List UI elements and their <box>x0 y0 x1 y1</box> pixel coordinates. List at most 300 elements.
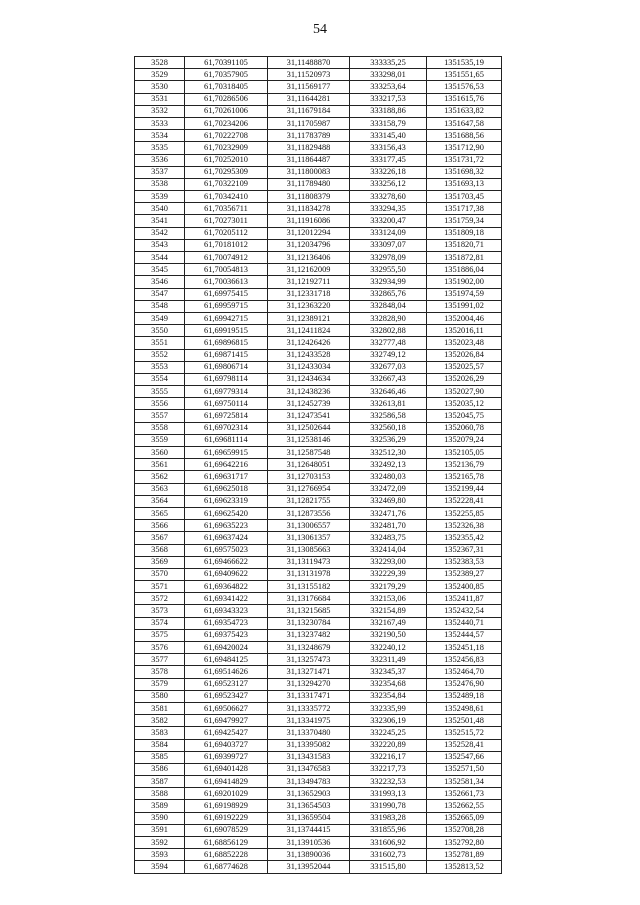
latitude-cell: 61,69364822 <box>185 581 268 593</box>
latitude-cell: 61,69625018 <box>185 483 268 495</box>
x-coordinate-cell: 332481,70 <box>350 520 427 532</box>
longitude-cell: 31,12433034 <box>268 361 350 373</box>
longitude-cell: 31,11569177 <box>268 81 350 93</box>
y-coordinate-cell: 1352528,41 <box>427 739 502 751</box>
y-coordinate-cell: 1352662,55 <box>427 800 502 812</box>
longitude-cell: 31,13131978 <box>268 568 350 580</box>
x-coordinate-cell: 331606,92 <box>350 837 427 849</box>
longitude-cell: 31,13248679 <box>268 642 350 654</box>
x-coordinate-cell: 332777,48 <box>350 337 427 349</box>
point-number-cell: 3575 <box>135 629 185 641</box>
table-row <box>135 239 502 251</box>
table-row <box>135 203 502 215</box>
table-row <box>135 57 502 69</box>
y-coordinate-cell: 1352498,61 <box>427 702 502 714</box>
latitude-cell: 61,69420024 <box>185 642 268 654</box>
longitude-cell: 31,13952044 <box>268 861 350 873</box>
table-row <box>135 105 502 117</box>
point-number-cell: 3567 <box>135 532 185 544</box>
y-coordinate-cell: 1351551,65 <box>427 69 502 81</box>
latitude-cell: 61,69354723 <box>185 617 268 629</box>
x-coordinate-cell: 332536,29 <box>350 434 427 446</box>
latitude-cell: 61,70205112 <box>185 227 268 239</box>
x-coordinate-cell: 332245,25 <box>350 727 427 739</box>
point-number-cell: 3582 <box>135 715 185 727</box>
longitude-cell: 31,11800083 <box>268 166 350 178</box>
point-number-cell: 3588 <box>135 788 185 800</box>
y-coordinate-cell: 1352489,18 <box>427 690 502 702</box>
latitude-cell: 61,69681114 <box>185 434 268 446</box>
latitude-cell: 61,69871415 <box>185 349 268 361</box>
x-coordinate-cell: 332217,73 <box>350 763 427 775</box>
y-coordinate-cell: 1352389,27 <box>427 568 502 580</box>
latitude-cell: 61,70391105 <box>185 57 268 69</box>
longitude-cell: 31,13155182 <box>268 581 350 593</box>
table-row <box>135 629 502 641</box>
y-coordinate-cell: 1351886,04 <box>427 264 502 276</box>
y-coordinate-cell: 1352045,75 <box>427 410 502 422</box>
latitude-cell: 61,70295309 <box>185 166 268 178</box>
x-coordinate-cell: 333253,64 <box>350 81 427 93</box>
longitude-cell: 31,13317471 <box>268 690 350 702</box>
latitude-cell: 61,70286506 <box>185 93 268 105</box>
point-number-cell: 3587 <box>135 776 185 788</box>
point-number-cell: 3538 <box>135 178 185 190</box>
x-coordinate-cell: 332190,50 <box>350 629 427 641</box>
latitude-cell: 61,68856129 <box>185 837 268 849</box>
latitude-cell: 61,69631717 <box>185 471 268 483</box>
latitude-cell: 61,69750114 <box>185 398 268 410</box>
x-coordinate-cell: 331855,96 <box>350 824 427 836</box>
latitude-cell: 61,69343323 <box>185 605 268 617</box>
y-coordinate-cell: 1352004,46 <box>427 312 502 324</box>
latitude-cell: 61,69702314 <box>185 422 268 434</box>
longitude-cell: 31,13654503 <box>268 800 350 812</box>
x-coordinate-cell: 331602,73 <box>350 849 427 861</box>
latitude-cell: 61,69623319 <box>185 495 268 507</box>
x-coordinate-cell: 332311,49 <box>350 654 427 666</box>
y-coordinate-cell: 1352165,78 <box>427 471 502 483</box>
latitude-cell: 61,69192229 <box>185 812 268 824</box>
y-coordinate-cell: 1351712,90 <box>427 142 502 154</box>
longitude-cell: 31,11644281 <box>268 93 350 105</box>
x-coordinate-cell: 333278,60 <box>350 191 427 203</box>
x-coordinate-cell: 332955,50 <box>350 264 427 276</box>
longitude-cell: 31,12012294 <box>268 227 350 239</box>
longitude-cell: 31,11783789 <box>268 130 350 142</box>
point-number-cell: 3559 <box>135 434 185 446</box>
table-row <box>135 678 502 690</box>
table-row <box>135 142 502 154</box>
table-row <box>135 130 502 142</box>
latitude-cell: 61,70342410 <box>185 191 268 203</box>
longitude-cell: 31,11789480 <box>268 178 350 190</box>
table-row <box>135 568 502 580</box>
longitude-cell: 31,13335772 <box>268 702 350 714</box>
table-row <box>135 434 502 446</box>
point-number-cell: 3531 <box>135 93 185 105</box>
point-number-cell: 3577 <box>135 654 185 666</box>
table-row <box>135 581 502 593</box>
x-coordinate-cell: 332802,88 <box>350 325 427 337</box>
latitude-cell: 61,69919515 <box>185 325 268 337</box>
x-coordinate-cell: 332848,04 <box>350 300 427 312</box>
point-number-cell: 3532 <box>135 105 185 117</box>
y-coordinate-cell: 1352547,66 <box>427 751 502 763</box>
table-row <box>135 763 502 775</box>
longitude-cell: 31,11808379 <box>268 191 350 203</box>
point-number-cell: 3551 <box>135 337 185 349</box>
x-coordinate-cell: 332667,43 <box>350 373 427 385</box>
y-coordinate-cell: 1352255,85 <box>427 507 502 519</box>
point-number-cell: 3540 <box>135 203 185 215</box>
latitude-cell: 61,70318405 <box>185 81 268 93</box>
y-coordinate-cell: 1352199,44 <box>427 483 502 495</box>
latitude-cell: 61,70261006 <box>185 105 268 117</box>
x-coordinate-cell: 332828,90 <box>350 312 427 324</box>
point-number-cell: 3592 <box>135 837 185 849</box>
longitude-cell: 31,13659504 <box>268 812 350 824</box>
x-coordinate-cell: 332293,00 <box>350 556 427 568</box>
y-coordinate-cell: 1352456,83 <box>427 654 502 666</box>
table-row <box>135 520 502 532</box>
x-coordinate-cell: 332153,06 <box>350 593 427 605</box>
point-number-cell: 3581 <box>135 702 185 714</box>
y-coordinate-cell: 1352326,38 <box>427 520 502 532</box>
latitude-cell: 61,70234206 <box>185 117 268 129</box>
y-coordinate-cell: 1351647,58 <box>427 117 502 129</box>
y-coordinate-cell: 1351974,59 <box>427 288 502 300</box>
latitude-cell: 61,69975415 <box>185 288 268 300</box>
point-number-cell: 3583 <box>135 727 185 739</box>
point-number-cell: 3529 <box>135 69 185 81</box>
table-row <box>135 727 502 739</box>
point-number-cell: 3558 <box>135 422 185 434</box>
point-number-cell: 3585 <box>135 751 185 763</box>
y-coordinate-cell: 1352355,42 <box>427 532 502 544</box>
longitude-cell: 31,13395082 <box>268 739 350 751</box>
longitude-cell: 31,11488870 <box>268 57 350 69</box>
y-coordinate-cell: 1352571,50 <box>427 763 502 775</box>
table-row <box>135 276 502 288</box>
x-coordinate-cell: 333177,45 <box>350 154 427 166</box>
latitude-cell: 61,70222708 <box>185 130 268 142</box>
y-coordinate-cell: 1351535,19 <box>427 57 502 69</box>
latitude-cell: 61,69725814 <box>185 410 268 422</box>
y-coordinate-cell: 1351693,13 <box>427 178 502 190</box>
y-coordinate-cell: 1352708,28 <box>427 824 502 836</box>
y-coordinate-cell: 1352105,05 <box>427 447 502 459</box>
y-coordinate-cell: 1352792,80 <box>427 837 502 849</box>
point-number-cell: 3591 <box>135 824 185 836</box>
y-coordinate-cell: 1352581,34 <box>427 776 502 788</box>
longitude-cell: 31,12438236 <box>268 386 350 398</box>
x-coordinate-cell: 333294,35 <box>350 203 427 215</box>
x-coordinate-cell: 332472,09 <box>350 483 427 495</box>
table-row <box>135 605 502 617</box>
point-number-cell: 3544 <box>135 252 185 264</box>
table-row <box>135 617 502 629</box>
x-coordinate-cell: 332934,99 <box>350 276 427 288</box>
latitude-cell: 61,70322109 <box>185 178 268 190</box>
latitude-cell: 61,69401428 <box>185 763 268 775</box>
latitude-cell: 61,69198929 <box>185 800 268 812</box>
x-coordinate-cell: 331990,78 <box>350 800 427 812</box>
y-coordinate-cell: 1352023,48 <box>427 337 502 349</box>
point-number-cell: 3539 <box>135 191 185 203</box>
latitude-cell: 61,69642216 <box>185 459 268 471</box>
point-number-cell: 3561 <box>135 459 185 471</box>
longitude-cell: 31,11705987 <box>268 117 350 129</box>
point-number-cell: 3557 <box>135 410 185 422</box>
point-number-cell: 3590 <box>135 812 185 824</box>
point-number-cell: 3580 <box>135 690 185 702</box>
table-row <box>135 788 502 800</box>
x-coordinate-cell: 333156,43 <box>350 142 427 154</box>
x-coordinate-cell: 332154,89 <box>350 605 427 617</box>
longitude-cell: 31,13890036 <box>268 849 350 861</box>
latitude-cell: 61,69375423 <box>185 629 268 641</box>
y-coordinate-cell: 1352661,73 <box>427 788 502 800</box>
longitude-cell: 31,11864487 <box>268 154 350 166</box>
x-coordinate-cell: 333335,25 <box>350 57 427 69</box>
latitude-cell: 61,69409622 <box>185 568 268 580</box>
longitude-cell: 31,12538146 <box>268 434 350 446</box>
latitude-cell: 61,69466622 <box>185 556 268 568</box>
latitude-cell: 61,70181012 <box>185 239 268 251</box>
latitude-cell: 61,69403727 <box>185 739 268 751</box>
table-row <box>135 776 502 788</box>
table-row <box>135 800 502 812</box>
y-coordinate-cell: 1351576,53 <box>427 81 502 93</box>
longitude-cell: 31,12192711 <box>268 276 350 288</box>
latitude-cell: 61,69779314 <box>185 386 268 398</box>
point-number-cell: 3586 <box>135 763 185 775</box>
table-row <box>135 532 502 544</box>
longitude-cell: 31,12473541 <box>268 410 350 422</box>
longitude-cell: 31,11520973 <box>268 69 350 81</box>
x-coordinate-cell: 332480,03 <box>350 471 427 483</box>
longitude-cell: 31,13230784 <box>268 617 350 629</box>
longitude-cell: 31,12766954 <box>268 483 350 495</box>
table-row <box>135 93 502 105</box>
longitude-cell: 31,12648051 <box>268 459 350 471</box>
y-coordinate-cell: 1352035,12 <box>427 398 502 410</box>
y-coordinate-cell: 1352079,24 <box>427 434 502 446</box>
longitude-cell: 31,12331718 <box>268 288 350 300</box>
longitude-cell: 31,13176684 <box>268 593 350 605</box>
table-row <box>135 593 502 605</box>
x-coordinate-cell: 332749,12 <box>350 349 427 361</box>
latitude-cell: 61,69798114 <box>185 373 268 385</box>
y-coordinate-cell: 1351698,32 <box>427 166 502 178</box>
longitude-cell: 31,13341975 <box>268 715 350 727</box>
latitude-cell: 61,68774628 <box>185 861 268 873</box>
y-coordinate-cell: 1352515,72 <box>427 727 502 739</box>
x-coordinate-cell: 331993,13 <box>350 788 427 800</box>
x-coordinate-cell: 332240,12 <box>350 642 427 654</box>
x-coordinate-cell: 333097,07 <box>350 239 427 251</box>
x-coordinate-cell: 332414,04 <box>350 544 427 556</box>
table-row <box>135 264 502 276</box>
point-number-cell: 3562 <box>135 471 185 483</box>
table-row <box>135 166 502 178</box>
x-coordinate-cell: 332560,18 <box>350 422 427 434</box>
x-coordinate-cell: 333145,40 <box>350 130 427 142</box>
x-coordinate-cell: 332167,49 <box>350 617 427 629</box>
x-coordinate-cell: 332469,80 <box>350 495 427 507</box>
latitude-cell: 61,69506627 <box>185 702 268 714</box>
y-coordinate-cell: 1351633,82 <box>427 105 502 117</box>
longitude-cell: 31,13294270 <box>268 678 350 690</box>
y-coordinate-cell: 1351809,18 <box>427 227 502 239</box>
point-number-cell: 3560 <box>135 447 185 459</box>
latitude-cell: 61,69523427 <box>185 690 268 702</box>
table-row <box>135 373 502 385</box>
table-row <box>135 666 502 678</box>
table-row <box>135 837 502 849</box>
table-row <box>135 191 502 203</box>
longitude-cell: 31,12587548 <box>268 447 350 459</box>
y-coordinate-cell: 1352451,18 <box>427 642 502 654</box>
table-row <box>135 300 502 312</box>
latitude-cell: 61,69484125 <box>185 654 268 666</box>
table-row <box>135 702 502 714</box>
y-coordinate-cell: 1352440,71 <box>427 617 502 629</box>
longitude-cell: 31,12434634 <box>268 373 350 385</box>
longitude-cell: 31,13652903 <box>268 788 350 800</box>
latitude-cell: 61,70357905 <box>185 69 268 81</box>
point-number-cell: 3543 <box>135 239 185 251</box>
table-row <box>135 386 502 398</box>
table-row <box>135 410 502 422</box>
point-number-cell: 3535 <box>135 142 185 154</box>
point-number-cell: 3573 <box>135 605 185 617</box>
y-coordinate-cell: 1351615,76 <box>427 93 502 105</box>
latitude-cell: 61,69078529 <box>185 824 268 836</box>
table-row <box>135 337 502 349</box>
latitude-cell: 61,69959715 <box>185 300 268 312</box>
x-coordinate-cell: 332483,75 <box>350 532 427 544</box>
x-coordinate-cell: 332220,89 <box>350 739 427 751</box>
latitude-cell: 61,69806714 <box>185 361 268 373</box>
point-number-cell: 3553 <box>135 361 185 373</box>
longitude-cell: 31,13006557 <box>268 520 350 532</box>
x-coordinate-cell: 332586,58 <box>350 410 427 422</box>
y-coordinate-cell: 1352400,85 <box>427 581 502 593</box>
point-number-cell: 3555 <box>135 386 185 398</box>
y-coordinate-cell: 1351872,81 <box>427 252 502 264</box>
latitude-cell: 61,69896815 <box>185 337 268 349</box>
x-coordinate-cell: 333298,01 <box>350 69 427 81</box>
table-row <box>135 361 502 373</box>
latitude-cell: 61,69399727 <box>185 751 268 763</box>
table-row <box>135 459 502 471</box>
x-coordinate-cell: 332865,76 <box>350 288 427 300</box>
x-coordinate-cell: 332978,09 <box>350 252 427 264</box>
point-number-cell: 3565 <box>135 507 185 519</box>
x-coordinate-cell: 332492,13 <box>350 459 427 471</box>
latitude-cell: 61,69523127 <box>185 678 268 690</box>
table-row <box>135 654 502 666</box>
longitude-cell: 31,12363220 <box>268 300 350 312</box>
point-number-cell: 3554 <box>135 373 185 385</box>
x-coordinate-cell: 332306,19 <box>350 715 427 727</box>
table-row <box>135 642 502 654</box>
longitude-cell: 31,13237482 <box>268 629 350 641</box>
y-coordinate-cell: 1352476,90 <box>427 678 502 690</box>
y-coordinate-cell: 1352027,90 <box>427 386 502 398</box>
longitude-cell: 31,13061357 <box>268 532 350 544</box>
point-number-cell: 3563 <box>135 483 185 495</box>
table-row <box>135 81 502 93</box>
y-coordinate-cell: 1352228,41 <box>427 495 502 507</box>
latitude-cell: 61,70074912 <box>185 252 268 264</box>
y-coordinate-cell: 1351759,34 <box>427 215 502 227</box>
point-number-cell: 3579 <box>135 678 185 690</box>
latitude-cell: 61,69659915 <box>185 447 268 459</box>
table-row <box>135 227 502 239</box>
longitude-cell: 31,11834278 <box>268 203 350 215</box>
table-row <box>135 751 502 763</box>
table-row <box>135 739 502 751</box>
y-coordinate-cell: 1352025,57 <box>427 361 502 373</box>
table-row <box>135 117 502 129</box>
longitude-cell: 31,12136406 <box>268 252 350 264</box>
table-row <box>135 824 502 836</box>
x-coordinate-cell: 332354,68 <box>350 678 427 690</box>
x-coordinate-cell: 332471,76 <box>350 507 427 519</box>
table-row <box>135 715 502 727</box>
table-row <box>135 544 502 556</box>
longitude-cell: 31,12426426 <box>268 337 350 349</box>
x-coordinate-cell: 331515,80 <box>350 861 427 873</box>
point-number-cell: 3594 <box>135 861 185 873</box>
longitude-cell: 31,12034796 <box>268 239 350 251</box>
point-number-cell: 3537 <box>135 166 185 178</box>
x-coordinate-cell: 333158,79 <box>350 117 427 129</box>
y-coordinate-cell: 1352026,29 <box>427 373 502 385</box>
table-row <box>135 215 502 227</box>
point-number-cell: 3528 <box>135 57 185 69</box>
point-number-cell: 3534 <box>135 130 185 142</box>
y-coordinate-cell: 1351688,56 <box>427 130 502 142</box>
longitude-cell: 31,11916086 <box>268 215 350 227</box>
latitude-cell: 61,69341422 <box>185 593 268 605</box>
table-row <box>135 312 502 324</box>
x-coordinate-cell: 332232,53 <box>350 776 427 788</box>
y-coordinate-cell: 1351820,71 <box>427 239 502 251</box>
table-row <box>135 325 502 337</box>
longitude-cell: 31,13476583 <box>268 763 350 775</box>
latitude-cell: 61,70252010 <box>185 154 268 166</box>
longitude-cell: 31,11679184 <box>268 105 350 117</box>
x-coordinate-cell: 332345,37 <box>350 666 427 678</box>
y-coordinate-cell: 1352136,79 <box>427 459 502 471</box>
y-coordinate-cell: 1351717,38 <box>427 203 502 215</box>
point-number-cell: 3547 <box>135 288 185 300</box>
latitude-cell: 61,69575023 <box>185 544 268 556</box>
x-coordinate-cell: 332216,17 <box>350 751 427 763</box>
table-row <box>135 398 502 410</box>
table-row <box>135 690 502 702</box>
latitude-cell: 61,69635223 <box>185 520 268 532</box>
y-coordinate-cell: 1352464,70 <box>427 666 502 678</box>
longitude-cell: 31,13257473 <box>268 654 350 666</box>
latitude-cell: 61,69414829 <box>185 776 268 788</box>
y-coordinate-cell: 1352444,57 <box>427 629 502 641</box>
latitude-cell: 61,70232909 <box>185 142 268 154</box>
